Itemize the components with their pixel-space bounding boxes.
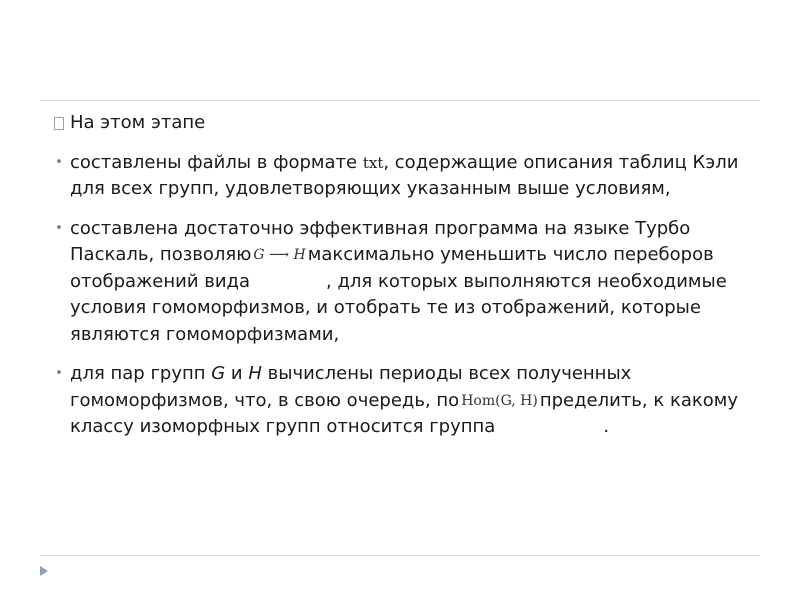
bullet-item-program [50,216,765,349]
slide-heading: На этом этапе [70,112,206,133]
item-text: и [225,363,249,384]
group-g: G [211,363,226,384]
heading-item [50,110,765,137]
math-hom: Hom(G, H) [461,392,538,409]
group-h: H [248,363,262,384]
bullet-item-files [50,150,765,203]
item-text: составлена достаточно эффективная программа на языке Турбо Паскаль, позволяю [70,217,691,265]
item-text: для пар групп [70,363,212,384]
item-text: составлены файлы в формате [70,151,363,173]
bullet-icon: • [55,220,63,236]
slide-body [50,110,765,454]
top-divider [40,100,760,101]
triangle-icon [40,566,48,576]
item-text: . [603,416,610,437]
missing-glyph-box [54,117,64,130]
item-text: , содержащие описания таблиц Кэли для всех групп, удовлетворяющих указанным выше условиям, [70,151,739,199]
bullet-icon: • [55,366,63,381]
format-name: txt [362,153,384,172]
bullet-item-periods [50,361,765,441]
item-text: , для которых выполняются необходимые условия гомоморфизмов, и отобрать те из отображений, которые являются гомоморфизмами, [70,270,727,345]
item-text: пределить, к какому классу изоморфных групп относится группа [70,389,738,437]
math-mapping: G ⟶ H [253,247,306,263]
bottom-divider [40,555,760,556]
item-text: вычислены периоды всех полученных гомоморфизмов, что, в свою очередь, по [70,363,632,411]
item-text: максимально уменьшить число переборов отображений вида [70,244,714,292]
bullet-icon: • [55,154,63,170]
